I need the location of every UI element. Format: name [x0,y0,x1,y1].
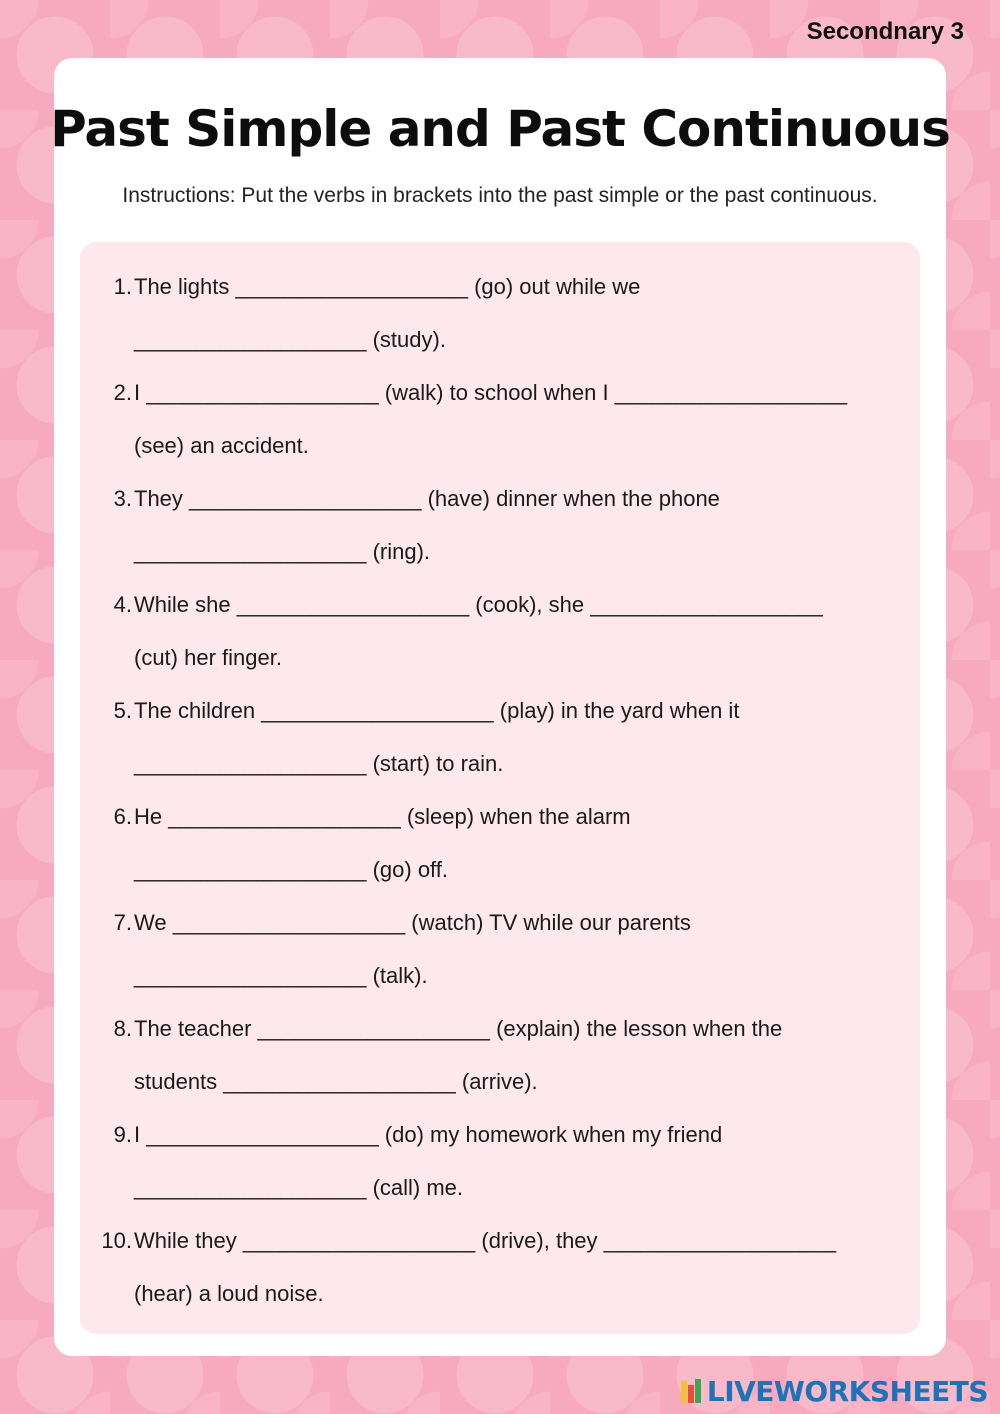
question-text-line1: They ___________________ (have) dinner when the phone [134,486,720,511]
question-number: 6. [113,804,132,829]
question-text-line1: The teacher ___________________ (explain) the lesson when the [134,1016,783,1041]
question-text-line2: ___________________ (call) me. [134,1175,464,1200]
instructions-text: Instructions: Put the verbs in brackets into the past simple or the past continuous. [122,184,878,207]
question-text-line1: We ___________________ (watch) TV while our parents [134,910,691,935]
question-text-line2: ___________________ (ring). [134,539,431,564]
brand-name: LIVEWORKSHEETS [706,1375,988,1408]
question-number: 3. [113,486,132,511]
grade-label: Secondnary 3 [806,18,964,45]
question-number: 7. [113,910,132,935]
question-text-line2: (see) an accident. [134,433,309,458]
question-number: 4. [113,592,132,617]
question-text-line2: ___________________ (study). [134,327,446,352]
question-number: 9. [113,1122,132,1147]
question-text-line2: (cut) her finger. [134,645,282,670]
question-text-line1: While they ___________________ (drive), they ___________________ [134,1228,837,1253]
question-number: 10. [101,1228,132,1253]
question-number: 2. [113,380,132,405]
liveworksheets-logo-icon [681,1379,703,1405]
page-title: Past Simple and Past Continuous [50,100,950,158]
question-text-line2: ___________________ (start) to rain. [134,751,504,776]
question-text-line1: I ___________________ (do) my homework when my friend [134,1122,723,1147]
question-text-line1: I ___________________ (walk) to school when I ___________________ [134,380,848,405]
question-text-line2: students ___________________ (arrive). [134,1069,538,1094]
question-text-line2: ___________________ (go) off. [134,857,448,882]
question-text-line2: (hear) a loud noise. [134,1281,324,1306]
liveworksheets-brand[interactable] [681,1375,988,1408]
question-text-line1: The lights ___________________ (go) out while we [134,274,641,299]
question-number: 1. [113,274,132,299]
question-text-line1: While she ___________________ (cook), she ___________________ [134,592,823,617]
question-text-line1: He ___________________ (sleep) when the alarm [134,804,631,829]
question-number: 8. [113,1016,132,1041]
question-number: 5. [113,698,132,723]
question-text-line1: The children ___________________ (play) in the yard when it [134,698,740,723]
question-text-line2: ___________________ (talk). [134,963,428,988]
